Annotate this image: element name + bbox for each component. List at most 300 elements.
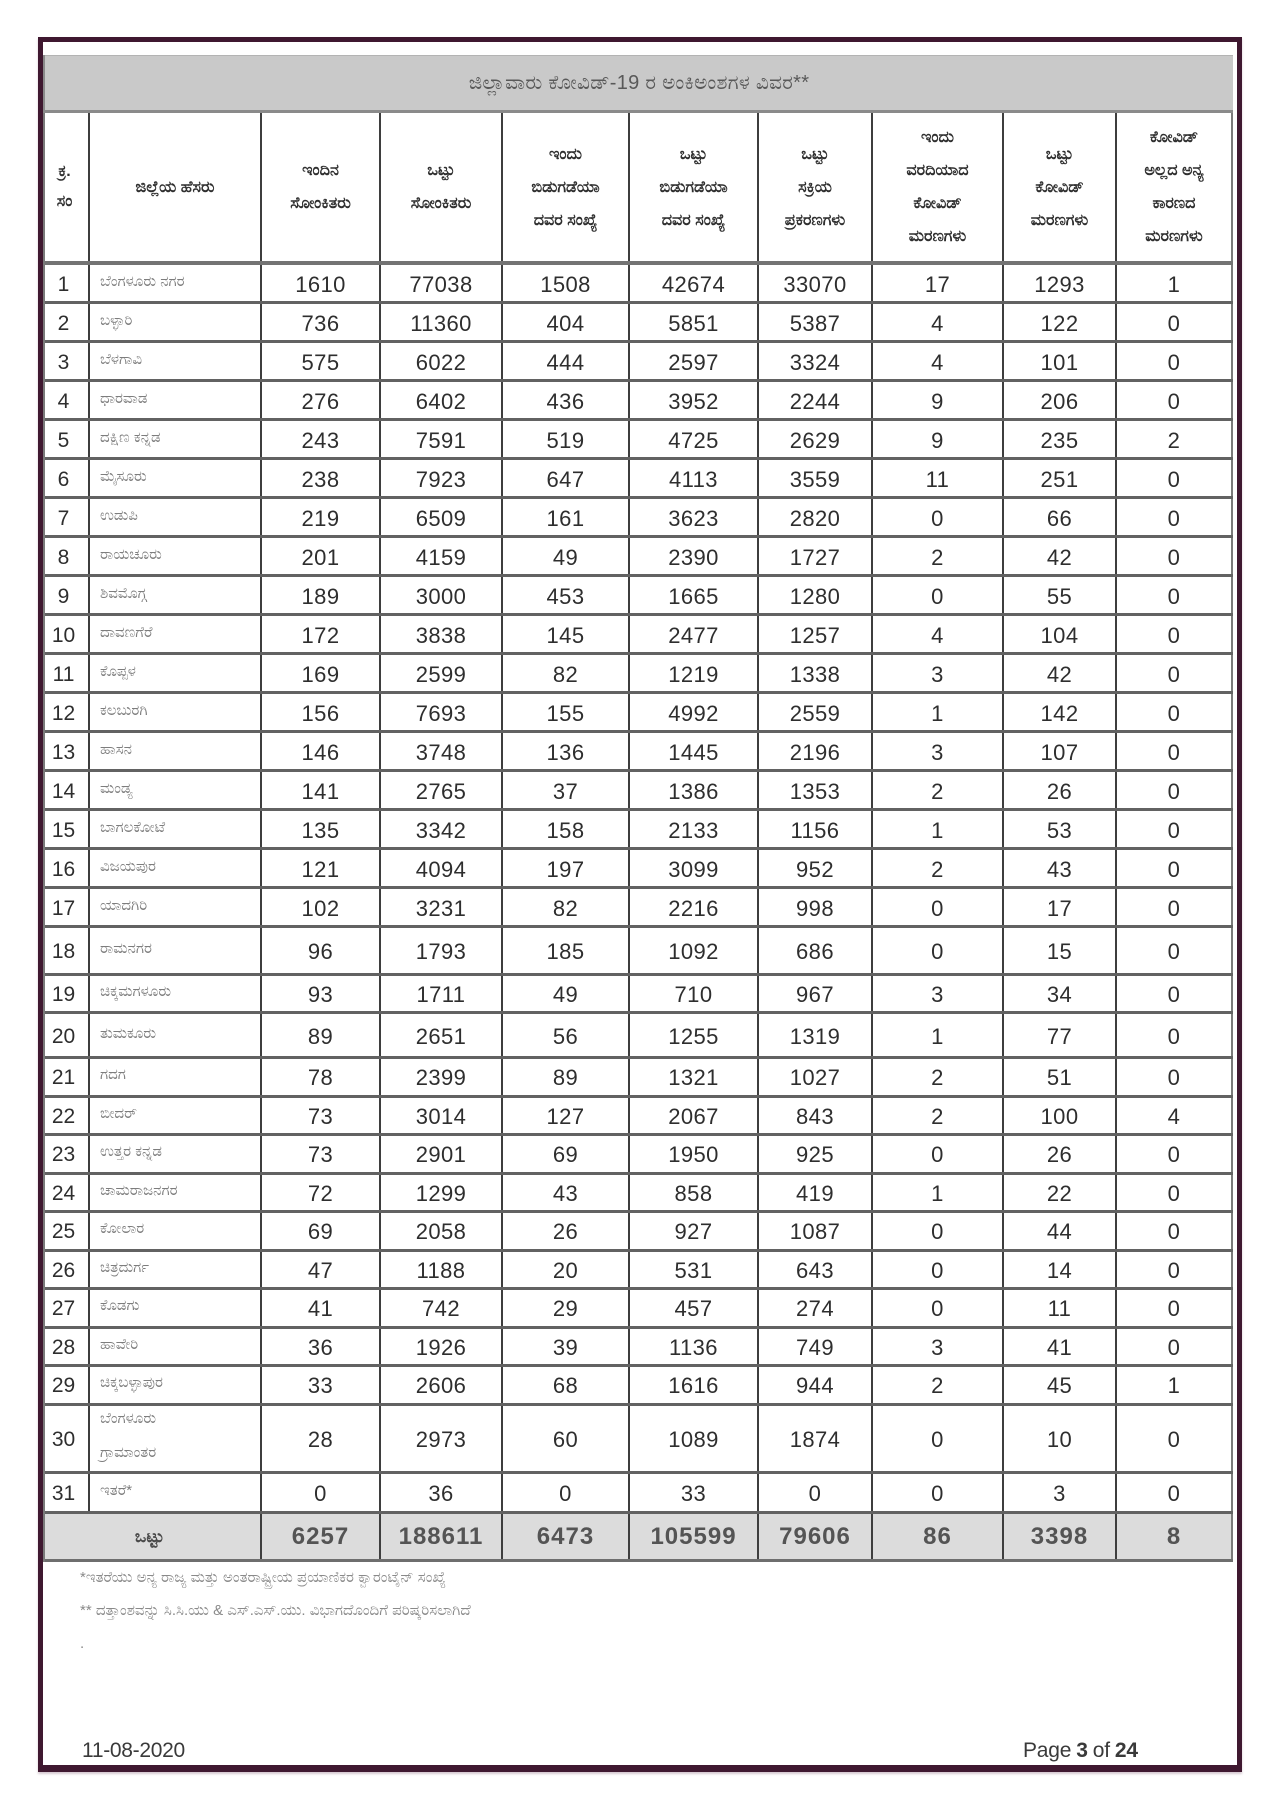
cell-district-name bbox=[90, 343, 262, 379]
cell-todays-discharged bbox=[503, 1059, 630, 1095]
table-row bbox=[45, 811, 1233, 850]
cell-serial-no bbox=[45, 1059, 90, 1095]
total-deaths-value: 10 bbox=[1046, 1426, 1073, 1452]
todays-cases-value: 736 bbox=[301, 310, 340, 336]
cell-serial-no bbox=[45, 1213, 90, 1249]
cell-active-cases bbox=[759, 772, 873, 808]
cell-district-name bbox=[90, 538, 262, 574]
column-header-todays-deaths bbox=[873, 113, 1004, 261]
active-cases-value: 419 bbox=[796, 1180, 834, 1206]
cell-serial-no bbox=[45, 577, 90, 613]
header-line: ಅಲ್ಲದ ಅನ್ಯ bbox=[1144, 162, 1204, 179]
cell-todays-cases bbox=[262, 499, 381, 535]
total-deaths-value: 11 bbox=[1047, 1296, 1072, 1322]
serial-no-value: 29 bbox=[51, 1374, 76, 1398]
cell-active-cases bbox=[759, 1059, 873, 1095]
cell-todays-discharged bbox=[503, 811, 630, 847]
cell-district-name bbox=[90, 1059, 262, 1095]
total-deaths-value: 15 bbox=[1046, 939, 1073, 964]
cell-total-deaths bbox=[1004, 1098, 1117, 1134]
total-deaths-value: 44 bbox=[1046, 1219, 1073, 1245]
district-name-value: ಇತರೆ* bbox=[100, 1481, 133, 1499]
cell-total-cases bbox=[381, 1329, 503, 1365]
cell-total-deaths bbox=[1004, 1367, 1117, 1403]
page-total: 24 bbox=[1114, 1739, 1138, 1762]
cell-todays-cases bbox=[262, 1290, 381, 1326]
cell-todays-discharged bbox=[503, 1136, 630, 1172]
table-row bbox=[45, 1059, 1233, 1098]
cell-todays-deaths bbox=[873, 538, 1004, 574]
district-name-value: ಚಾಮರಾಜನಗರ bbox=[100, 1181, 178, 1199]
active-cases-value: 1280 bbox=[789, 583, 841, 609]
cell-total-discharged bbox=[630, 265, 759, 301]
cell-total-deaths bbox=[1004, 577, 1117, 613]
district-name-value: ಚಿಕ್ಕಬಳ್ಳಾಪುರ bbox=[100, 1374, 163, 1392]
cell-total-deaths bbox=[1004, 811, 1117, 847]
todays-deaths-value: 3 bbox=[931, 739, 944, 765]
total-discharged-value: 1092 bbox=[668, 939, 719, 964]
cell-total-deaths bbox=[1004, 928, 1117, 973]
cell-total-discharged bbox=[630, 1014, 759, 1056]
active-cases-value: 1087 bbox=[789, 1219, 841, 1245]
total-deaths-value: 26 bbox=[1046, 778, 1073, 804]
cell-non-covid-deaths bbox=[1117, 538, 1233, 574]
cell-total-discharged bbox=[630, 1213, 759, 1249]
total-discharged-value: 5851 bbox=[668, 310, 719, 336]
todays-discharged-value: 20 bbox=[552, 1257, 579, 1283]
todays-discharged-value: 60 bbox=[552, 1426, 579, 1452]
cell-non-covid-deaths bbox=[1117, 733, 1233, 769]
district-name-value: ಚಿಕ್ಕಮಗಳೂರು bbox=[100, 983, 172, 1000]
cell-active-cases bbox=[759, 1474, 873, 1511]
todays-cases-value: 169 bbox=[301, 661, 340, 687]
header-line: ಒಟ್ಟು bbox=[427, 162, 455, 179]
total-discharged-value: 531 bbox=[674, 1257, 713, 1283]
serial-no-value: 6 bbox=[57, 467, 70, 491]
non-covid-deaths-value: 0 bbox=[1167, 1180, 1181, 1206]
district-name-value: ರಾಯಚೂರು bbox=[100, 545, 162, 563]
cell-active-cases bbox=[759, 421, 873, 457]
cell-total-deaths bbox=[1004, 1406, 1117, 1471]
cell-district-name bbox=[90, 1290, 262, 1326]
cell-non-covid-deaths bbox=[1117, 616, 1233, 652]
todays-deaths-value: 0 bbox=[931, 505, 944, 531]
cell-active-cases bbox=[759, 1367, 873, 1403]
todays-cases-value: 47 bbox=[307, 1257, 334, 1283]
active-cases-value: 2629 bbox=[789, 427, 841, 453]
cell-active-cases bbox=[759, 1213, 873, 1249]
cell-total-cases bbox=[381, 538, 503, 574]
cell-total-discharged bbox=[630, 1367, 759, 1403]
serial-no-value: 11 bbox=[52, 662, 75, 686]
cell-todays-discharged bbox=[503, 889, 630, 925]
cell-non-covid-deaths bbox=[1117, 1014, 1233, 1056]
header-line: ಒಟ್ಟು bbox=[801, 145, 829, 163]
todays-discharged-value: 56 bbox=[552, 1023, 579, 1049]
cell-total-cases bbox=[381, 772, 503, 808]
cell-total-discharged bbox=[630, 460, 759, 496]
total-cases-value: 7591 bbox=[415, 427, 467, 453]
table-row bbox=[45, 1136, 1233, 1175]
cell-total-cases bbox=[381, 265, 503, 301]
cell-total-discharged bbox=[630, 1175, 759, 1211]
active-cases-value: 2559 bbox=[789, 700, 841, 726]
header-line: ಇಂದು bbox=[549, 145, 582, 163]
cell-todays-cases bbox=[262, 1329, 381, 1365]
cell-todays-deaths bbox=[873, 1252, 1004, 1288]
cell-district-name bbox=[90, 655, 262, 691]
todays-cases-value: 135 bbox=[301, 817, 340, 843]
serial-no-value: 13 bbox=[51, 740, 76, 764]
total-cases-value: 2606 bbox=[415, 1373, 467, 1399]
serial-no-value: 30 bbox=[51, 1427, 76, 1451]
cell-total-deaths bbox=[1004, 1136, 1117, 1172]
cell-active-cases bbox=[759, 1098, 873, 1134]
cell-active-cases bbox=[759, 343, 873, 379]
cell-district-name bbox=[90, 421, 262, 457]
cell-serial-no bbox=[45, 1175, 90, 1211]
total-discharged-value: 710 bbox=[674, 982, 713, 1007]
cell-todays-discharged bbox=[503, 265, 630, 301]
non-covid-deaths-value: 0 bbox=[1167, 1296, 1181, 1322]
total-discharged-value: 1386 bbox=[668, 778, 719, 804]
todays-discharged-value: 49 bbox=[552, 982, 579, 1007]
serial-no-value: 21 bbox=[51, 1066, 76, 1090]
total-cases-value: 7923 bbox=[415, 466, 467, 492]
footnote-stray-mark: . bbox=[80, 1635, 85, 1652]
header-line: ಇಂದಿನ bbox=[302, 162, 339, 179]
cell-serial-no bbox=[45, 772, 90, 808]
non-covid-deaths-value: 0 bbox=[1167, 388, 1181, 414]
cell-non-covid-deaths bbox=[1117, 1175, 1233, 1211]
column-header-total-deaths bbox=[1004, 113, 1117, 261]
cell-todays-cases bbox=[262, 733, 381, 769]
active-cases-value: 925 bbox=[796, 1142, 834, 1168]
cell-total-deaths bbox=[1004, 1290, 1117, 1326]
todays-cases-value: 78 bbox=[307, 1065, 334, 1091]
total-cases-value: 1711 bbox=[416, 982, 466, 1007]
cell-district-name bbox=[90, 382, 262, 418]
cell-total-cases bbox=[381, 976, 503, 1011]
cell-todays-cases bbox=[262, 460, 381, 496]
district-name-value: ಕೋಲಾರ bbox=[100, 1220, 145, 1238]
table-row bbox=[45, 1175, 1233, 1214]
cell-todays-cases bbox=[262, 850, 381, 886]
todays-deaths-value: 1 bbox=[931, 700, 944, 726]
cell-total-cases bbox=[381, 811, 503, 847]
cell-todays-discharged bbox=[503, 538, 630, 574]
cell-todays-deaths bbox=[873, 1175, 1004, 1211]
todays-cases-value: 33 bbox=[307, 1373, 334, 1399]
cell-district-name bbox=[90, 811, 262, 847]
serial-no-value: 14 bbox=[51, 779, 76, 803]
cell-todays-discharged bbox=[503, 694, 630, 730]
table-row bbox=[45, 577, 1233, 616]
cell-todays-discharged bbox=[503, 1290, 630, 1326]
cell-total-cases bbox=[381, 499, 503, 535]
cell-total-deaths bbox=[1004, 694, 1117, 730]
cell-serial-no bbox=[45, 1474, 90, 1511]
cell-total-discharged bbox=[630, 1098, 759, 1134]
total-discharged-value: 3952 bbox=[668, 388, 719, 414]
cell-non-covid-deaths bbox=[1117, 772, 1233, 808]
table-row bbox=[45, 421, 1233, 460]
cell-district-name bbox=[90, 1252, 262, 1288]
cell-active-cases bbox=[759, 616, 873, 652]
district-name-value: ಹಾವೇರಿ bbox=[100, 1335, 139, 1353]
district-name-value: ಗದಗ bbox=[100, 1066, 126, 1084]
total-discharged-value: 4725 bbox=[668, 427, 719, 453]
active-cases-value: 1257 bbox=[789, 622, 841, 648]
total-discharged-value: 2390 bbox=[668, 544, 719, 570]
cell-non-covid-deaths bbox=[1117, 1290, 1233, 1326]
district-name-value: ಬೀದರ್ bbox=[100, 1104, 137, 1122]
total-discharged-value: 1616 bbox=[668, 1373, 719, 1399]
cell-total-cases bbox=[381, 421, 503, 457]
cell-total-cases bbox=[381, 304, 503, 340]
cell-active-cases bbox=[759, 811, 873, 847]
todays-cases-value: 238 bbox=[301, 466, 340, 492]
total-discharged-value: 1445 bbox=[668, 739, 719, 765]
active-cases-value: 5387 bbox=[789, 310, 841, 336]
cell-todays-deaths bbox=[873, 655, 1004, 691]
total-discharged-value: 457 bbox=[674, 1296, 713, 1322]
cell-active-cases bbox=[759, 304, 873, 340]
cell-total-deaths bbox=[1004, 265, 1117, 301]
cell-district-name bbox=[90, 1367, 262, 1403]
total-cases-value: 6509 bbox=[415, 505, 467, 531]
cell-district-name bbox=[90, 1098, 262, 1134]
active-cases-value: 2244 bbox=[789, 388, 841, 414]
header-line: ಸಂ bbox=[56, 193, 73, 210]
cell-total-cases bbox=[381, 616, 503, 652]
cell-todays-discharged bbox=[503, 1175, 630, 1211]
cell-todays-deaths bbox=[873, 1290, 1004, 1326]
cell-active-cases bbox=[759, 694, 873, 730]
serial-no-value: 8 bbox=[57, 545, 70, 569]
cell-todays-discharged bbox=[503, 1406, 630, 1471]
cell-active-cases bbox=[759, 1252, 873, 1288]
cell-active-cases bbox=[759, 460, 873, 496]
header-line: ಮರಣಗಳು bbox=[1145, 228, 1203, 245]
column-header-total-discharged bbox=[630, 113, 759, 261]
total-deaths-value: 17 bbox=[1046, 895, 1073, 921]
district-name-value: ಬೆಂಗಳೂರು ನಗರ bbox=[100, 272, 185, 290]
total-cases-value: 6022 bbox=[415, 349, 467, 375]
total-deaths-value: 104 bbox=[1040, 622, 1079, 648]
total-discharged-value: 2133 bbox=[668, 817, 719, 843]
total-deaths-value: 14 bbox=[1046, 1257, 1073, 1283]
cell-district-name bbox=[90, 928, 262, 973]
header-line: ಸೋಂಕಿತರು bbox=[290, 195, 351, 212]
total-cases-value: 3342 bbox=[415, 817, 467, 843]
cell-todays-deaths bbox=[873, 772, 1004, 808]
cell-todays-deaths bbox=[873, 733, 1004, 769]
serial-no-value: 12 bbox=[51, 701, 76, 725]
cell-district-name bbox=[90, 1014, 262, 1056]
total-discharged-value: 4113 bbox=[669, 466, 718, 492]
cell-todays-deaths bbox=[873, 1406, 1004, 1471]
district-name-value: ಕೊಪ್ಪಳ bbox=[100, 662, 136, 680]
todays-cases-value: 121 bbox=[301, 856, 340, 882]
todays-deaths-value: 2 bbox=[931, 1065, 944, 1091]
table-row bbox=[45, 1290, 1233, 1329]
todays-discharged-value: 155 bbox=[546, 700, 585, 726]
cell-active-cases bbox=[759, 655, 873, 691]
non-covid-deaths-value: 0 bbox=[1167, 895, 1181, 921]
total-deaths-value: 206 bbox=[1040, 388, 1079, 414]
non-covid-deaths-value: 0 bbox=[1167, 700, 1181, 726]
total-deaths-value: 3 bbox=[1053, 1480, 1066, 1506]
cell-non-covid-deaths bbox=[1117, 304, 1233, 340]
cell-total-cases bbox=[381, 1406, 503, 1471]
non-covid-deaths-value: 1 bbox=[1167, 271, 1181, 297]
total-discharged-value: 1665 bbox=[668, 583, 719, 609]
todays-deaths-value: 2 bbox=[931, 856, 944, 882]
total-discharged-value: 1136 bbox=[669, 1334, 718, 1360]
total-deaths-value: 45 bbox=[1046, 1373, 1073, 1399]
todays-discharged-value: 158 bbox=[546, 817, 585, 843]
active-cases-value: 686 bbox=[796, 939, 834, 964]
total-deaths-value: 101 bbox=[1040, 349, 1079, 375]
cell-total-discharged bbox=[630, 772, 759, 808]
cell-todays-cases bbox=[262, 655, 381, 691]
cell-district-name bbox=[90, 1213, 262, 1249]
cell-non-covid-deaths bbox=[1117, 1059, 1233, 1095]
cell-total-cases bbox=[381, 1367, 503, 1403]
cell-total-deaths bbox=[1004, 421, 1117, 457]
total-deaths-value: 51 bbox=[1046, 1065, 1073, 1091]
cell-total-discharged bbox=[630, 1329, 759, 1365]
non-covid-deaths-value: 0 bbox=[1167, 1334, 1181, 1360]
todays-deaths-value: 0 bbox=[931, 1426, 944, 1452]
cell-todays-deaths bbox=[873, 811, 1004, 847]
total-deaths-value: 251 bbox=[1040, 466, 1079, 492]
table-row bbox=[45, 655, 1233, 694]
district-name-value: ಬಾಗಲಕೋಟೆ bbox=[100, 818, 166, 836]
cell-todays-deaths bbox=[873, 694, 1004, 730]
todays-discharged-value: 197 bbox=[546, 856, 585, 882]
cell-district-name bbox=[90, 460, 262, 496]
total-deaths-value: 107 bbox=[1040, 739, 1079, 765]
table-body bbox=[45, 265, 1233, 1514]
header-line: ಒಟ್ಟು bbox=[679, 145, 708, 163]
district-name-value: ತುಮಕೂರು bbox=[100, 1024, 157, 1042]
cell-district-name bbox=[90, 1406, 262, 1471]
cell-total-deaths bbox=[1004, 1175, 1117, 1211]
cell-total-deaths bbox=[1004, 733, 1117, 769]
todays-deaths-value: 3 bbox=[931, 1334, 944, 1360]
non-covid-deaths-value: 0 bbox=[1167, 1065, 1181, 1091]
cell-serial-no bbox=[45, 538, 90, 574]
table-title-band bbox=[45, 55, 1233, 113]
todays-deaths-value: 0 bbox=[931, 939, 944, 964]
todays-cases-value: 141 bbox=[301, 778, 340, 804]
cell-total-deaths bbox=[1004, 1059, 1117, 1095]
table-row bbox=[45, 265, 1233, 304]
todays-cases-value: 96 bbox=[307, 939, 334, 964]
cell-todays-deaths bbox=[873, 889, 1004, 925]
cell-todays-cases bbox=[262, 1059, 381, 1095]
cell-total-cases bbox=[381, 1098, 503, 1134]
cell-total-discharged bbox=[630, 976, 759, 1011]
active-cases-value: 1353 bbox=[789, 778, 841, 804]
cell-total-discharged bbox=[630, 850, 759, 886]
todays-discharged-value: 0 bbox=[559, 1480, 572, 1506]
todays-discharged-value: 161 bbox=[546, 505, 585, 531]
cell-total-deaths bbox=[1004, 304, 1117, 340]
cell-total-deaths bbox=[1004, 772, 1117, 808]
todays-cases-value: 36 bbox=[307, 1334, 334, 1360]
total-deaths-value: 66 bbox=[1046, 505, 1073, 531]
cell-serial-no bbox=[45, 382, 90, 418]
district-name-value: ವಿಜಯಪುರ bbox=[100, 857, 156, 875]
total-deaths-value: 26 bbox=[1046, 1142, 1073, 1168]
footnote-others: *ಇತರೆಯು ಅನ್ಯ ರಾಜ್ಯ ಮತ್ತು ಅಂತರಾಷ್ಟ್ರೀಯ ಪ್ರಯಾಣಿಕರ ಕ್ವಾರಂಟೈನ್ ಸಂಖ್ಯೆ bbox=[80, 1569, 446, 1586]
cell-todays-cases bbox=[262, 577, 381, 613]
total-total-deaths bbox=[1004, 1514, 1117, 1559]
todays-cases-value: 73 bbox=[307, 1103, 334, 1129]
table-row bbox=[45, 1252, 1233, 1291]
cell-todays-cases bbox=[262, 1175, 381, 1211]
cell-total-discharged bbox=[630, 421, 759, 457]
cell-todays-discharged bbox=[503, 1474, 630, 1511]
cell-todays-deaths bbox=[873, 850, 1004, 886]
total-cases-value: 3838 bbox=[415, 622, 467, 648]
serial-no-value: 24 bbox=[51, 1181, 76, 1205]
cell-active-cases bbox=[759, 577, 873, 613]
cell-todays-discharged bbox=[503, 499, 630, 535]
table-row bbox=[45, 1406, 1233, 1474]
footnote-data-reconciled: ** ದತ್ತಾಂಶವನ್ನು ಸಿ.ಸಿ.ಯು & ಎಸ್.ಎಸ್.ಯು. ವಿಭಾಗದೊಂದಿಗೆ ಪರಿಷ್ಕರಿಸಲಾಗಿದೆ bbox=[80, 1602, 471, 1619]
todays-discharged-value: 89 bbox=[552, 1065, 579, 1091]
district-name-value: ಬೆಳಗಾವಿ bbox=[100, 350, 143, 368]
column-header-todays-discharged bbox=[503, 113, 630, 261]
todays-discharged-value: 453 bbox=[546, 583, 585, 609]
total-discharged-value: 2597 bbox=[668, 349, 719, 375]
todays-cases-value: 102 bbox=[301, 895, 340, 921]
todays-discharged-value: 39 bbox=[552, 1334, 579, 1360]
total-total-cases bbox=[381, 1514, 503, 1559]
column-header-total-cases bbox=[381, 113, 503, 261]
cell-active-cases bbox=[759, 1290, 873, 1326]
cell-total-cases bbox=[381, 1290, 503, 1326]
todays-deaths-value: 0 bbox=[931, 1296, 944, 1322]
cell-district-name bbox=[90, 694, 262, 730]
header-line: ಕೋವಿಡ್ bbox=[913, 195, 962, 212]
cell-non-covid-deaths bbox=[1117, 460, 1233, 496]
cell-total-discharged bbox=[630, 889, 759, 925]
district-covid-stats-table bbox=[45, 113, 1233, 1562]
cell-todays-discharged bbox=[503, 655, 630, 691]
total-deaths-value: 53 bbox=[1046, 817, 1073, 843]
non-covid-deaths-value: 0 bbox=[1167, 1480, 1181, 1506]
cell-non-covid-deaths bbox=[1117, 850, 1233, 886]
total-discharged-value: 1089 bbox=[668, 1426, 719, 1452]
header-line: ಮರಣಗಳು bbox=[908, 228, 967, 245]
active-cases-value: 843 bbox=[796, 1103, 834, 1129]
table-row bbox=[45, 976, 1233, 1014]
cell-todays-deaths bbox=[873, 382, 1004, 418]
cell-active-cases bbox=[759, 976, 873, 1011]
district-name-value: ಬಳ್ಳಾರಿ bbox=[100, 311, 133, 329]
cell-total-discharged bbox=[630, 616, 759, 652]
cell-district-name bbox=[90, 304, 262, 340]
cell-total-discharged bbox=[630, 733, 759, 769]
cell-total-deaths bbox=[1004, 343, 1117, 379]
cell-total-deaths bbox=[1004, 850, 1117, 886]
table-row bbox=[45, 1329, 1233, 1368]
